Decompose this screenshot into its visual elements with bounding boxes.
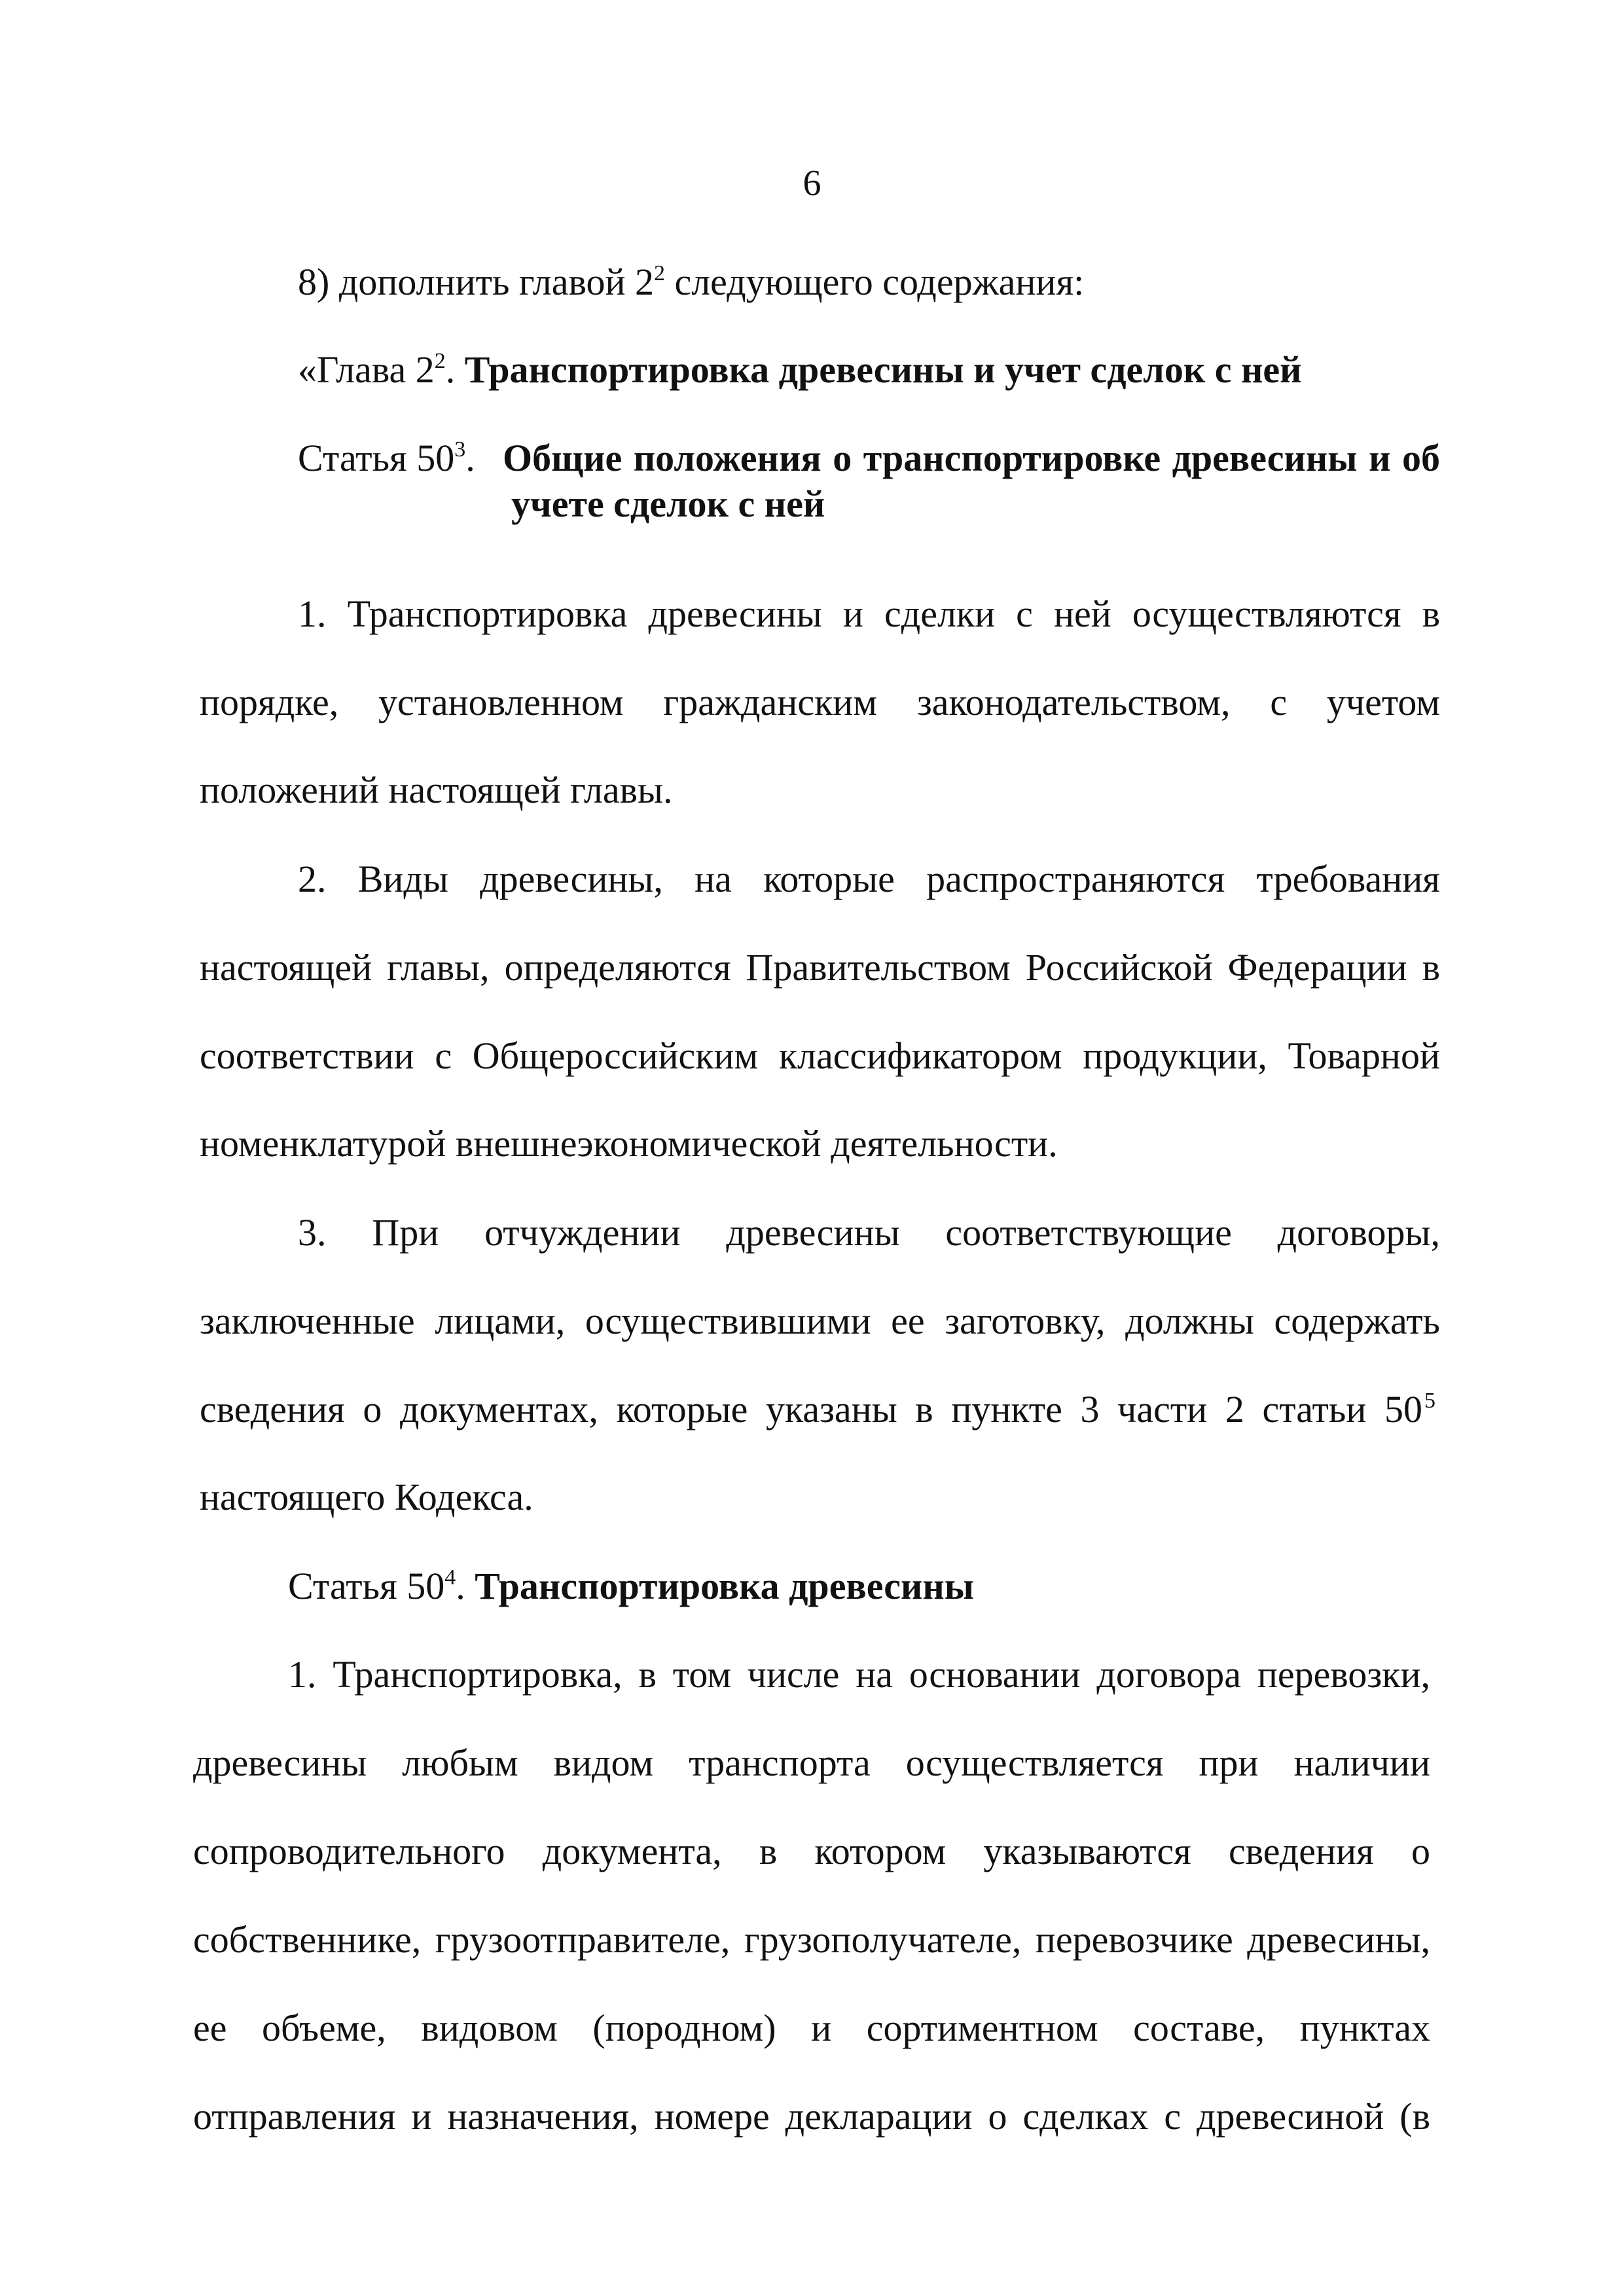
- article-504-title: Транспортировка древесины: [475, 1565, 975, 1607]
- art503-p3-line1: 3. При отчуждении древесины соответствующие договоры,: [298, 1211, 1440, 1254]
- art503-p1-line2: порядке, установленном гражданским законодательством, с учетом: [200, 681, 1440, 723]
- chapter-title: Транспортировка древесины и учет сделок с ней: [464, 348, 1302, 391]
- article-504-sup: 4: [444, 1565, 456, 1590]
- article-504-dot: .: [456, 1565, 475, 1607]
- chapter-heading: [298, 348, 1302, 392]
- art503-p3-line2: заключенные лицами, осуществившими ее заготовку, должны содержать: [200, 1300, 1440, 1342]
- article-503-sup: 3: [454, 437, 466, 462]
- art504-p1-line5: ее объеме, видовом (породном) и сортиментном составе, пунктах: [193, 2007, 1430, 2049]
- art503-p3-line3: сведения о документах, которые указаны в пункте 3 части 2 статьи 50: [200, 1388, 1422, 1430]
- art503-p3-sup: 5: [1424, 1389, 1435, 1413]
- art503-p3-line3-sup: [1424, 1388, 1435, 1431]
- art503-p1-line3: положений настоящей главы.: [200, 769, 673, 811]
- article-503-title-line1-text: Общие положения о транспортировке древесины и об: [503, 437, 1440, 479]
- art504-p1-line6: отправления и назначения, номере декларации о сделках с древесиной (в: [193, 2095, 1430, 2138]
- article-504-heading: [288, 1565, 974, 1608]
- art504-p1-line1: 1. Транспортировка, в том числе на основании договора перевозки,: [288, 1653, 1430, 1696]
- art503-p2-line4: номенклатурой внешнеэкономической деятельности.: [200, 1122, 1058, 1165]
- article-503-heading: [298, 437, 475, 480]
- art503-p2-line2: настоящей главы, определяются Правительством Российской Федерации в: [200, 946, 1440, 989]
- chapter-sup: 2: [434, 349, 446, 373]
- art503-p2-line3: соответствии с Общероссийским классификатором продукции, Товарной: [200, 1034, 1440, 1077]
- article-503-dot: .: [465, 437, 475, 479]
- intro-sup: 2: [653, 261, 665, 285]
- article-503-title-line2-text: учете сделок с ней: [511, 483, 825, 525]
- intro-rest: следующего содержания:: [664, 261, 1085, 303]
- page-number: 6: [803, 163, 821, 204]
- article-503-title-line1: [503, 437, 1440, 480]
- amendment-intro: [298, 261, 1084, 304]
- art504-p1-line4: собственнике, грузоотправителе, грузополучателе, перевозчике древесины,: [193, 1918, 1430, 1961]
- article-503-prefix: Статья 50: [298, 437, 455, 479]
- intro-text: 8) дополнить главой 2: [298, 261, 654, 303]
- chapter-prefix: «Глава 2: [298, 348, 435, 391]
- article-504-prefix: Статья 50: [288, 1565, 445, 1607]
- art503-p1-line1: 1. Транспортировка древесины и сделки с ней осуществляются в: [298, 592, 1440, 635]
- chapter-dot: .: [445, 348, 465, 391]
- art504-p1-line3: сопроводительного документа, в котором указываются сведения о: [193, 1830, 1430, 1872]
- art504-p1-line2: древесины любым видом транспорта осуществляется при наличии: [193, 1741, 1430, 1784]
- art503-p3-line4: настоящего Кодекса.: [200, 1476, 533, 1518]
- art503-p2-line1: 2. Виды древесины, на которые распространяются требования: [298, 858, 1440, 900]
- article-503-title-line2: [511, 483, 825, 526]
